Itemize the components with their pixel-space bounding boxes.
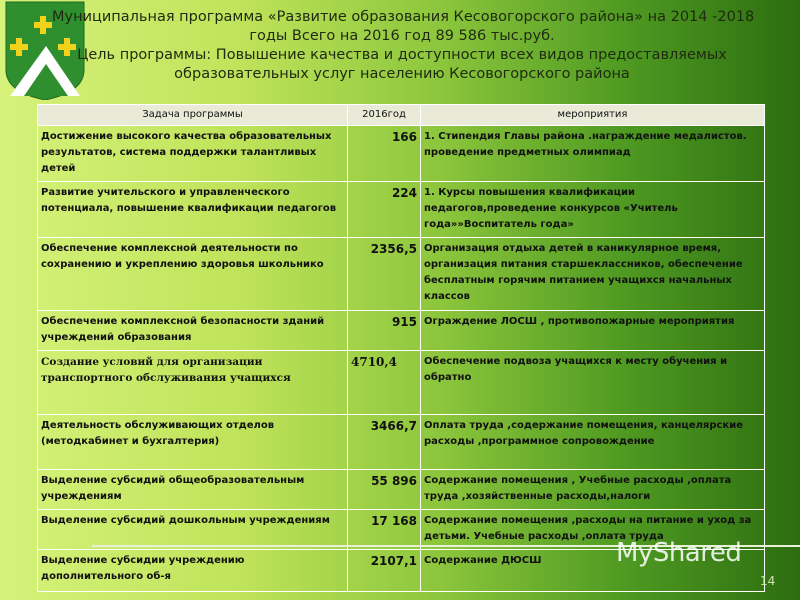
task-cell: Достижение высокого качества образовательных результатов, система поддержки талантливых детей (38, 126, 348, 182)
measures-cell: Ограждение ЛОСШ , противопожарные мероприятия (421, 311, 765, 351)
watermark: MyShared (616, 538, 742, 568)
program-goal-cont: образовательных услуг населению Кесовогорского района (174, 66, 630, 82)
table-row (38, 415, 765, 470)
task-cell: Обеспечение комплексной деятельности по сохранению и укреплению здоровья школьнико (38, 238, 348, 311)
slide-header (52, 8, 755, 84)
measures-cell: Организация отдыха детей в каникулярное время, организация питания старшеклассников, обеспечение бесплатным горячим питанием учащихся начальных классов (421, 238, 765, 311)
amount-cell: 55 896 (348, 470, 421, 510)
table-row (38, 182, 765, 238)
task-cell: Обеспечение комплексной безопасности зданий учреждений образования (38, 311, 348, 351)
program-title: Муниципальная программа «Развитие образования Кесовогорского района» на 2014 -2018 (52, 9, 755, 25)
page-number: 14 (760, 574, 776, 588)
measures-cell: 1. Курсы повышения квалификации педагогов,проведение конкурсов «Учитель года»»Воспитатель года» (421, 182, 765, 238)
header-year: 2016год (348, 105, 421, 126)
measures-cell: Содержание ДЮСШ (421, 550, 765, 592)
header-task: Задача программы (38, 105, 348, 126)
task-cell: Создание условий для организации транспортного обслуживания учащихся (38, 351, 348, 415)
table-row (38, 351, 765, 415)
amount-cell: 915 (348, 311, 421, 351)
table-row (38, 311, 765, 351)
measures-cell: Обеспечение подвоза учащихся к месту обучения и обратно (421, 351, 765, 415)
amount-cell: 2356,5 (348, 238, 421, 311)
table-header-row (38, 105, 765, 126)
amount-cell: 2107,1 (348, 550, 421, 592)
task-cell: Выделение субсидии учреждению дополнительного об-я (38, 550, 348, 592)
measures-cell: Оплата труда ,содержание помещения, канцелярские расходы ,программное сопровождение (421, 415, 765, 470)
table-row (38, 238, 765, 311)
amount-cell: 166 (348, 126, 421, 182)
task-cell: Выделение субсидий дошкольным учреждениям (38, 510, 348, 550)
task-cell: Развитие учительского и управленческого потенциала, повышение квалификации педагогов (38, 182, 348, 238)
amount-cell: 224 (348, 182, 421, 238)
amount-cell: 3466,7 (348, 415, 421, 470)
program-total: годы Всего на 2016 год 89 586 тыс.руб. (249, 28, 555, 44)
amount-cell: 4710,4 (348, 351, 421, 415)
measures-cell: Содержание помещения ,расходы на питание и уход за детьми. Учебные расходы ,оплата труда (421, 510, 765, 550)
task-cell: Деятельность обслуживающих отделов (методкабинет и бухгалтерия) (38, 415, 348, 470)
task-cell: Выделение субсидий общеобразовательным учреждениям (38, 470, 348, 510)
program-table (37, 104, 765, 592)
program-goal: Цель программы: Повышение качества и доступности всех видов предоставляемых (77, 47, 727, 63)
table-row (38, 470, 765, 510)
table-row (38, 126, 765, 182)
measures-cell: 1. Стипендия Главы района .награждение медалистов. проведение предметных олимпиад (421, 126, 765, 182)
header-measures: мероприятия (421, 105, 765, 126)
measures-cell: Содержание помещения , Учебные расходы ,оплата труда ,хозяйственные расходы,налоги (421, 470, 765, 510)
amount-cell: 17 168 (348, 510, 421, 550)
